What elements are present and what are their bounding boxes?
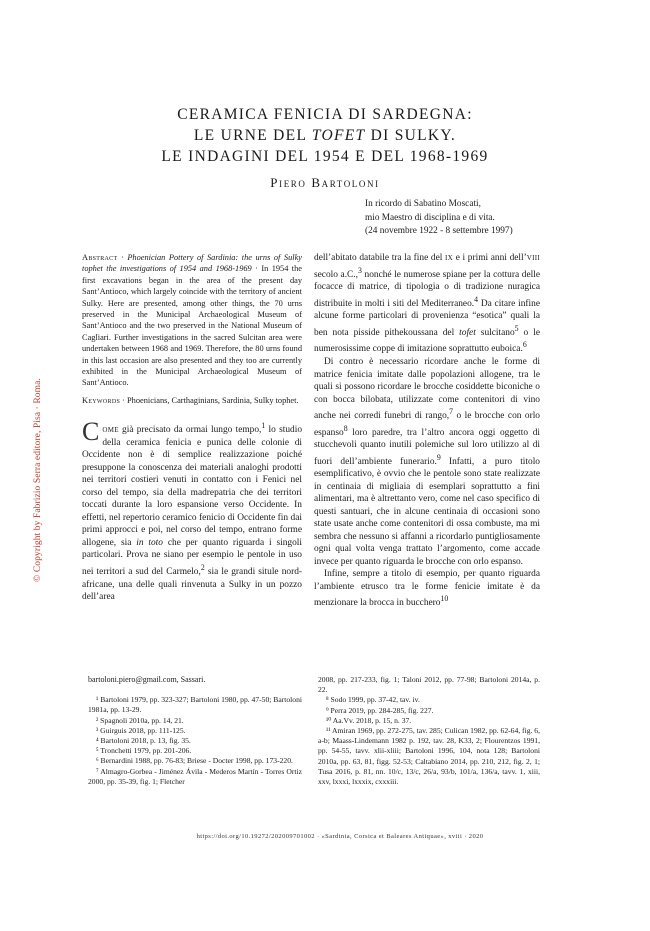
text-run: sulcitano [475, 327, 515, 338]
copyright-text: © Copyright by Fabrizio Serra editore, Pisa · Roma. [33, 378, 43, 582]
dedication [365, 198, 575, 239]
text-run: loro paredre, tra l’altro ancora oggi oggetto di stucchevoli quanto inutili polemiche sul loro utilizzo al di fuori dell’ambiente funerario. [314, 427, 540, 467]
footnote-continuation: 2008, pp. 217-233, fig. 1; Taloni 2012, pp. 77-98; Bartoloni 2014a, p. 22. [318, 675, 540, 695]
text-run: sia le grandi situle nord-africane, una delle quali rinvenuta a Sulky in un pozzo dell’area [82, 567, 302, 603]
title-tofet: TOFET [311, 127, 366, 144]
keywords-label: Keywords [82, 395, 121, 405]
italic-run: tofet [459, 327, 476, 338]
footnote-ref[interactable]: 5 [514, 323, 519, 333]
abstract-title: Phoenician Pottery of Sardinia: the urns of Sulky tophet the investigations of 1954 and 1968-1969 [82, 253, 302, 274]
footnote-ref[interactable]: 7 [449, 407, 454, 416]
text-run: secolo a.C., [314, 269, 358, 280]
text-run: Da citare infine alcune forme particolari di provenienza “esotica” quali la ben nota pisside pithekoussana del [314, 298, 540, 338]
footnote: ⁸ Sodo 1999, pp. 37-42, tav. iv. [326, 695, 420, 705]
abstract: Abstract · Phoenician Pottery of Sardinia: the urns of Sulky tophet the investigations of 1954 and 1968-1969 · In 1954 the first excavations began in the area of the present day Sant’Antioco, which largely coincide with the territory of ancient Sulky. Here are presented, among other things, the 70 urns preserved in the Municipal Archaeological Museum of Sant’Antioco and the two preserved in the National Museum of Cagliari. Further investigations in the sacred Sulcitan area were undertaken between 1968 and 1969. Therefore, the 80 urns found in this last occasion are also presented and they too are currently exhibited in the Municipal Archaeological Museum of Sant’Antioco. [82, 253, 303, 388]
paragraph [314, 252, 540, 356]
author-email[interactable]: bartoloni.piero@gmail.com, Sassari. [88, 675, 206, 684]
page-footer[interactable]: https://doi.org/10.19272/202009701002 · «Sardinia, Corsica et Baleares Antiquae», xviii · 2020 [196, 833, 484, 840]
right-column [314, 252, 540, 610]
copyright-sidebar [31, 300, 45, 660]
left-column [82, 252, 302, 604]
keywords-text: Phoenicians, Carthaginians, Sardinia, Sulky tophet. [127, 395, 299, 405]
text-run: lo studio della ceramica fenicia e punica delle colonie di Occidente non è di semplice realizzazione poiché presuppone la conoscenza dei materiali analoghi prodotti nei territori costieri venuti in contatto con i Fenici nel corso del tempo, sia della madrepatria che dei territori toccati durante la loro espansione verso Occidente. In effetti, nel repertorio ceramico fenicio di Occidente fin dai primi approcci e poi, nel corso del tempo, entrano forme allogene, sia [82, 425, 303, 548]
footnotes-left [88, 675, 302, 787]
title-line-1: CERAMICA FENICIA DI SARDEGNA: [177, 106, 473, 123]
text-run: Di contro è necessario ricordare anche le forme di matrice fenicia imitate dalle popolazioni allogene, tra le quali si possono ricordare le brocche cosiddette biconiche o con bocca bilobata, utilizzate come contenitori di vino anche nei corredi funebri di rango, [314, 357, 540, 422]
body-column-1 [82, 417, 303, 603]
text-run: che per quanto riguarda i singoli particolari. Prova ne siano per esempio le pentole in uso nei territori a sud del Carmelo, [82, 537, 302, 578]
footnote: ¹⁰ Aa.Vv. 2018, p. 15, n. 37. [326, 715, 412, 725]
footnotes-right [318, 675, 540, 787]
text-run: o le brocche con orlo espanso [314, 411, 540, 438]
author-name: Piero Bartoloni [270, 175, 380, 190]
paragraph [314, 356, 540, 568]
text-run: o le numerosissime coppe di imitazione soprattutto euboica. [314, 327, 540, 355]
abstract-text: In 1954 the first excavations began in the area of the present day Sant’Antioco, which largely coincide with the territory of ancient Sulky. Here are presented, among other things, the 70 urns preserved in the Municipal Archaeological Museum of Sant’Antioco and the two preserved in the National Museum of Cagliari. Further investigations in the sacred Sulcitan area were undertaken between 1968 and 1969. Therefore, the 80 urns found in this last occasion are also presented and they too are currently exhibited in the Municipal Archaeological Museum of Sant’Antioco. [82, 264, 303, 388]
text-run: e i primi anni dell’ [453, 253, 527, 263]
dedication-line-3: (24 novembre 1922 - 8 settembre 1997) [365, 226, 513, 236]
text-run: già precisato da ormai lungo tempo, [118, 425, 262, 436]
cap-rest: ome [102, 425, 119, 436]
century-numeral: ix [445, 253, 454, 263]
footnote: ⁷ Almagro-Gorbea - Jiménez Ávila - Mederos Martín - Torres Ortiz 2000, pp. 35-39, fig. 1; Fletcher [88, 766, 302, 786]
title-block [100, 104, 550, 191]
footnote: ¹ Bartoloni 1979, pp. 323-327; Bartoloni 1980, pp. 47-50; Bartoloni 1981a, pp. 13-29. [88, 695, 302, 715]
paragraph [82, 417, 303, 603]
footnote: ⁹ Perra 2019, pp. 284-285, fig. 227. [326, 705, 434, 715]
footnote-ref[interactable]: 1 [261, 421, 266, 431]
footnote: ³ Guirguis 2018, pp. 111-125. [96, 725, 186, 735]
title-line-3: LE INDAGINI DEL 1954 E DEL 1968-1969 [161, 148, 489, 165]
footnote-ref[interactable]: 4 [474, 294, 479, 304]
text-run: nonché le numerose spiane per la cottura delle focacce di matrice, di tipologia o di tradizione nuragica distribuite in molti i siti del Mediterraneo. [314, 269, 540, 309]
footnote: ⁶ Bernardini 1988, pp. 76-83; Briese - Docter 1998, pp. 173-220. [96, 756, 293, 766]
footnote: ¹¹ Amiran 1969, pp. 272-275, tav. 285; Culican 1982, pp. 62-64, fig. 6, a-b; Maass-Lindemann 1982 p. 192, tav. 28, K33, 2; Flourentzos 1991, pp. 54-55, tavv. xlii-xliii; Bartoloni 1996, 104, nota 128; Bartoloni 2010a, pp. 63, 81, figg. 52-53; Caltabiano 2014, pp. 210, 212, fig. 2, 1; Tusa 2016, p. 81, nn. 10/c, 13/c, 26/a, 93/b, 101/a, 136/a, tavv. 1, xiii, xxv, lxxxi, lxxxix, cxxxiii. [318, 726, 540, 787]
paragraph [314, 568, 540, 610]
drop-cap: C [82, 417, 100, 447]
footnote-ref[interactable]: 10 [440, 594, 449, 604]
footnote-ref[interactable]: 6 [522, 340, 527, 350]
footnote-ref[interactable]: 2 [200, 562, 205, 572]
century-numeral: viii [526, 253, 540, 263]
text-run: Infatti, a puro titolo esemplificativo, è ovvio che le pentole sono state realizzate in centinaia di migliaia di esemplari soprattutto a fini alimentari, ma è altrettanto vero, come nel caso specifico di questi santuari, che in alcune centinaia di occasioni sono state usate anche come contenitori di ossa combuste, ma mi sembra che nessuno si affanni a ricordarlo puntigliosamente ogni qual volta venga trattato l’argomento, come accade invece per quanto riguarda le brocche con orlo espanso. [314, 456, 540, 567]
italic-run: in toto [136, 537, 163, 548]
abstract-label: Abstract [82, 253, 118, 262]
text-run: Infine, sempre a titolo di esempio, per quanto riguarda l’ambiente etrusco tra le forme fenicie imitate è da menzionare la brocca in bucchero [314, 569, 540, 609]
footnote: ² Spagnoli 2010a, pp. 14, 21. [96, 715, 184, 725]
title-line-2-pre: LE URNE DEL [193, 127, 312, 144]
dedication-line-2: mio Maestro di disciplina e di vita. [365, 212, 495, 223]
footnote: ⁵ Tronchetti 1979, pp. 201-206. [96, 746, 192, 756]
footnote: ⁴ Bartoloni 2018, p. 13, fig. 35. [96, 736, 191, 746]
footnote-ref[interactable]: 3 [358, 265, 362, 275]
dedication-line-1: In ricordo di Sabatino Moscati, [365, 199, 481, 209]
title-line-2-post: DI SULKY. [365, 127, 457, 144]
footnote-ref[interactable]: 8 [343, 423, 348, 433]
title-line-2 [100, 125, 550, 146]
keywords: Keywords · Phoenicians, Carthaginians, Sardinia, Sulky tophet. [82, 395, 299, 405]
text-run: dell’abitato databile tra la fine del [314, 253, 446, 263]
footnote-ref[interactable]: 9 [436, 452, 441, 462]
